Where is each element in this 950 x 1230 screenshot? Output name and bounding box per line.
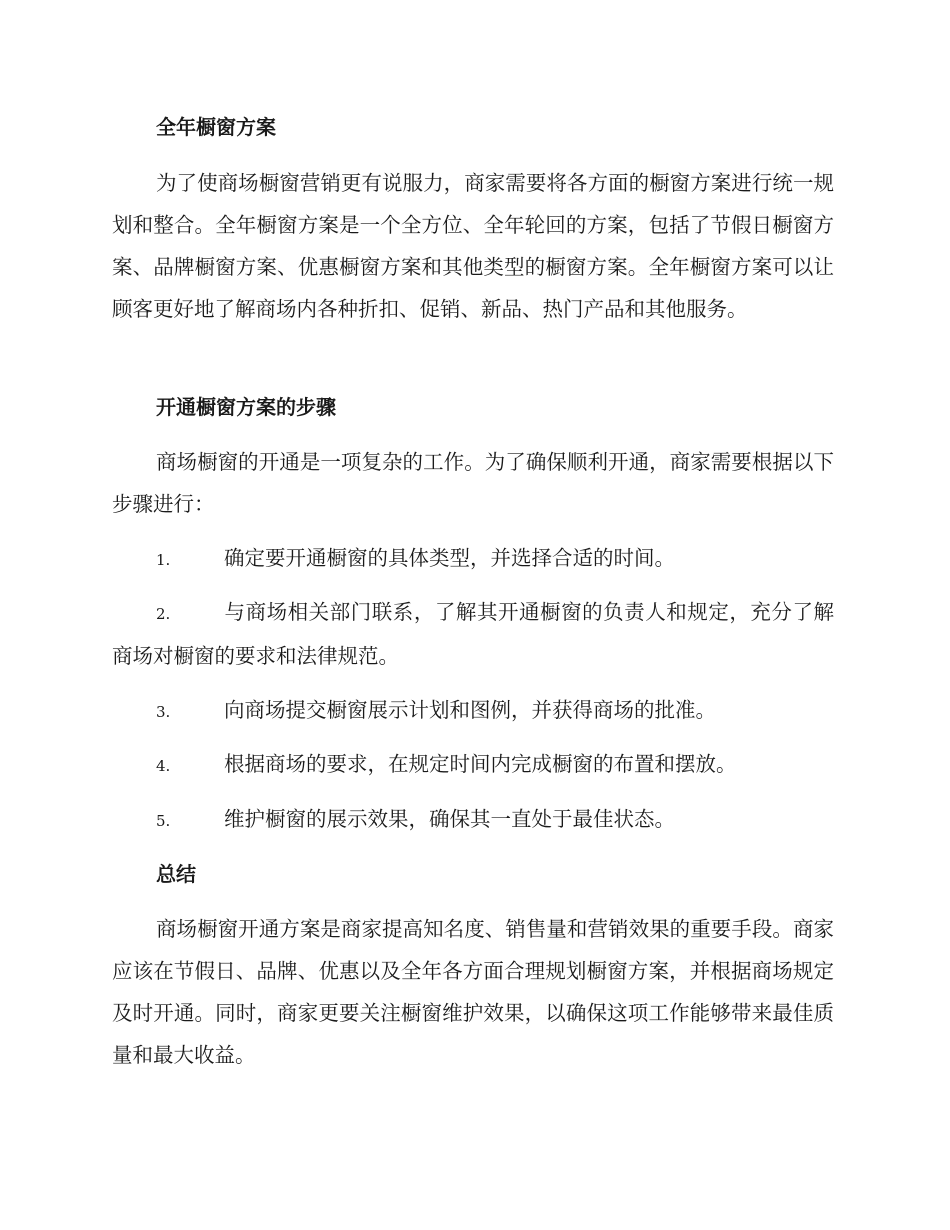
step-text: 与商场相关部门联系，了解其开通橱窗的负责人和规定，充分了解商场对橱窗的要求和法律规范。 <box>112 600 834 668</box>
step-text: 根据商场的要求，在规定时间内完成橱窗的布置和摆放。 <box>224 752 737 776</box>
list-item-step-4 <box>112 743 834 787</box>
step-text: 向商场提交橱窗展示计划和图例，并获得商场的批准。 <box>224 698 716 722</box>
step-text: 维护橱窗的展示效果，确保其一直处于最佳状态。 <box>224 807 675 831</box>
paragraph-summary: 商场橱窗开通方案是商家提高知名度、销售量和营销效果的重要手段。商家应该在节假日、品牌、优惠以及全年各方面合理规划橱窗方案，并根据商场规定及时开通。同时，商家更要关注橱窗维护效果，以确保这项工作能够带来最佳质量和最大收益。 <box>112 917 834 1067</box>
step-number: 1. <box>156 551 171 569</box>
step-number: 5. <box>156 812 171 830</box>
step-number: 2. <box>156 605 171 623</box>
step-number: 3. <box>156 703 171 721</box>
section-heading-summary: 总结 <box>156 862 196 886</box>
list-item-step-5 <box>112 798 834 842</box>
paragraph-annual-plan: 为了使商场橱窗营销更有说服力，商家需要将各方面的橱窗方案进行统一规划和整合。全年橱窗方案是一个全方位、全年轮回的方案，包括了节假日橱窗方案、品牌橱窗方案、优惠橱窗方案和其他类型的橱窗方案。全年橱窗方案可以让顾客更好地了解商场内各种折扣、促销、新品、热门产品和其他服务。 <box>112 171 834 321</box>
list-item-step-1 <box>112 537 834 581</box>
paragraph-steps-intro: 商场橱窗的开通是一项复杂的工作。为了确保顺利开通，商家需要根据以下步骤进行： <box>112 450 834 516</box>
step-number: 4. <box>156 757 171 775</box>
list-item-step-3 <box>112 689 834 733</box>
section-heading-steps: 开通橱窗方案的步骤 <box>156 395 336 419</box>
section-heading-annual-plan: 全年橱窗方案 <box>156 115 276 139</box>
step-text: 确定要开通橱窗的具体类型，并选择合适的时间。 <box>224 546 675 570</box>
list-item-step-2 <box>112 591 834 677</box>
